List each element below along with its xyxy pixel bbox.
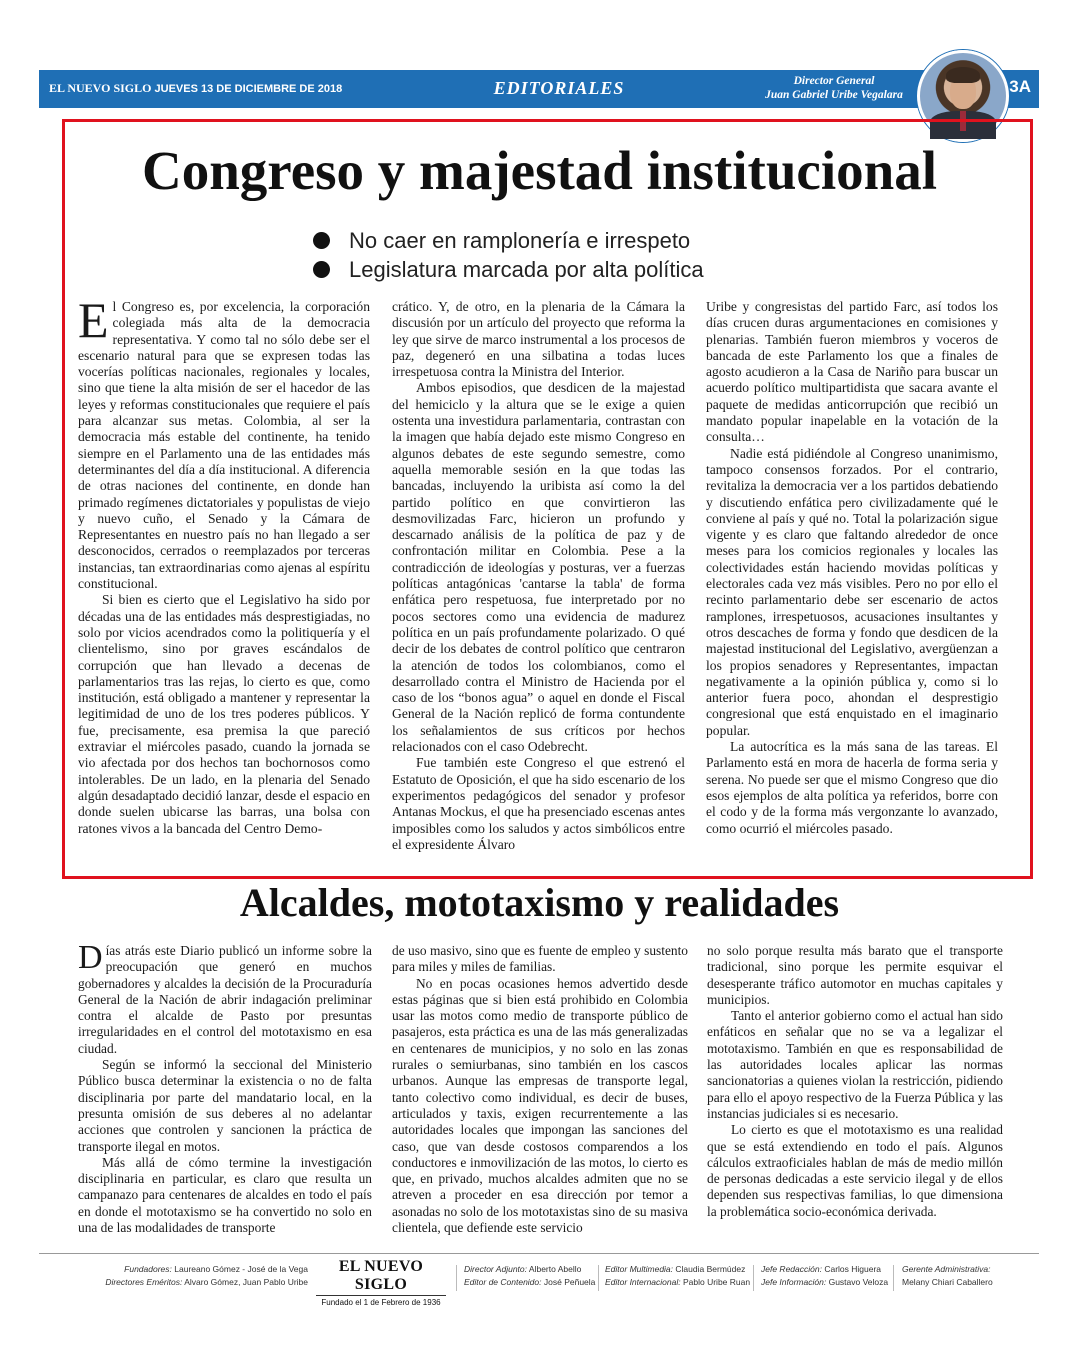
drop-cap: D [78, 939, 103, 976]
informacion-name: Gustavo Veloza [828, 1277, 889, 1287]
editorial-summary [313, 226, 704, 284]
header-bar [39, 70, 1039, 108]
footer-founders [86, 1263, 308, 1289]
footer-divider [39, 1253, 1039, 1254]
redaccion-label: Jefe Redacción: [761, 1264, 822, 1274]
paragraph-text: ías atrás este Diario publicó un informe sobre la preocupación que generó en muchos gobernadores y alcaldes la decisión de la Procuraduría General de la Nación de abrir indagación preliminar contra el alcalde de Pasto por presuntas irregularidades en el control del mototaxismo en esa ciudad. [78, 943, 372, 1056]
informacion-label: Jefe Información: [761, 1277, 827, 1287]
contenido-label: Editor de Contenido: [464, 1277, 542, 1287]
editorial-2-column-1 [78, 939, 372, 1236]
internacional-label: Editor Internacional: [605, 1277, 681, 1287]
director-name: Juan Gabriel Uribe Vegalara [765, 89, 903, 101]
bullet-icon [313, 261, 330, 278]
paper-name: EL NUEVO SIGLO [49, 81, 152, 95]
footer-separator [893, 1265, 894, 1291]
emeritus-label: Directores Eméritos: [105, 1277, 183, 1287]
masthead-date [49, 81, 342, 96]
editorial-2-column-3 [707, 943, 1003, 1220]
multimedia-name: Claudia Bermúdez [675, 1264, 746, 1274]
founders-label: Fundadores: [124, 1264, 172, 1274]
paragraph: Fue también este Congreso el que estrenó el Estatuto de Oposición, el que ha sido escenario de los experimentos pedagógicos del senador y profesor Antanas Mockus, el que ha presenciado escenas antes imposibles como los saludos y actos simbólicos entre el expresidente Álvaro [392, 755, 685, 852]
redaccion-name: Carlos Higuera [824, 1264, 882, 1274]
summary-item [313, 226, 704, 255]
issue-date: JUEVES 13 DE DICIEMBRE DE 2018 [154, 83, 343, 95]
logo-name: EL NUEVO SIGLO [316, 1258, 446, 1296]
adjunto-label: Director Adjunto: [464, 1264, 527, 1274]
section-title: EDITORIALES [493, 78, 625, 98]
paragraph: La autocrítica es la más sana de las tareas. El Parlamento está en mora de hacerla de forma seria y serena. No puede ser que el mismo Congreso que dio esos ejemplos de alta política ya referidos, borre con el codo y de la forma más vergonzante lo avanzado, como ocurrió el miércoles pasado. [706, 739, 998, 836]
bullet-icon [313, 232, 330, 249]
paragraph: no solo porque resulta más barato que el transporte tradicional, sino porque les permite esquivar el desesperante tráfico automotor en muchas capitales y municipios. [707, 943, 1003, 1007]
footer-separator [598, 1265, 599, 1291]
gerente-label: Gerente Administrativa: [902, 1264, 991, 1274]
paragraph [78, 939, 372, 1057]
adjunto-name: Alberto Abello [528, 1264, 582, 1274]
paragraph: Tanto el anterior gobierno como el actual han sido enfáticos en señalar que no se va a legalizar el mototaxismo. También en que es responsabilidad de las autoridades locales aplicar las normas sancionatorias a quienes violan la restricción, pidiendo para ello el apoyo respectivo de la Fuerza Pública y las instancias judiciales si es necesario. [707, 1008, 1003, 1121]
paragraph: Según se informó la seccional del Ministerio Público busca determinar la existencia o no de falta disciplinaria por parte del mandatario local, en la presunta omisión de sus deberes al no adelantar acciones que controlen y sancionen la práctica de transporte ilegal en motos. [78, 1057, 372, 1154]
paragraph: Lo cierto es que el mototaxismo es una realidad que se está extendiendo en todo el país. Algunos cálculos extraoficiales hablan de más de medio millón de personas dedicadas a este servicio ilegal y de ellos dependen sus respectivas familias, lo que dimensiona la problemática socio-económica derivada. [707, 1122, 1003, 1219]
paragraph [78, 292, 370, 592]
footer-separator [456, 1265, 457, 1291]
contenido-name: José Peñuela [543, 1277, 596, 1287]
summary-item [313, 255, 704, 284]
gerente-name: Melany Chiari Caballero [902, 1277, 993, 1287]
portrait-hair [946, 67, 980, 83]
footer-separator [753, 1265, 754, 1291]
paragraph: Si bien es cierto que el Legislativo ha sido por décadas una de las entidades más desprestigiadas, no solo por vicios acendrados como la politiquería y el clientelismo, sino por graves escándalos de corrupción que han llevado a decenas de parlamentarios tras las rejas, lo cierto es que, como institución, está obligado a mantener y representar la legitimidad de uno de los tres poderes públicos. Y fue, precisamente, esa premisa la que pareció extraviar el miércoles pasado, cuando la jornada se vio afectada por dos hechos tan bochornosos como intolerables. De un lado, en la plenaria del Senado algún desadaptado decidió lanzar, desde el espacio en donde suelen ubicarse las barras, una bolsa con ratones vivos a la bancada del Centro Demo- [78, 592, 370, 836]
editorial-2-column-2 [392, 943, 688, 1236]
paragraph: No en pocas ocasiones hemos advertido desde estas páginas que si bien está prohibido en Colombia usar las motos como medio de transporte público de pasajeros, esta práctica es una de las más generalizadas en centenares de municipios, y no solo en las zonas rurales o semiurbanas, sino también en los cascos urbanos. Aunque las empresas de transporte legal, tanto colectivo como individual, es decir de buses, articulados y taxis, exigen recurrentemente a las autoridades locales que impongan las sanciones del caso, que van desde costosos comparendos a los conductores e inmovilización de las motos, lo cierto es que, en privado, muchos alcaldes admiten que no se atreven a proceder en esa dirección por temor a asonadas no solo de los mototaxistas sino de su masiva clientela, que defiende este servicio [392, 975, 688, 1236]
paragraph: de uso masivo, sino que es fuente de empleo y sustento para miles y miles de familias. [392, 943, 688, 975]
editorial-title-2: Alcaldes, mototaxismo y realidades [239, 880, 840, 925]
newspaper-logo [316, 1258, 446, 1307]
paragraph: Ambos episodios, que desdicen de la majestad del hemiciclo y la altura que se le exige a quien ostenta una investidura parlamentaria, contrastan con la imagen que había dejado este mismo Congreso en algunos debates de este segundo semestre, como aquella memorable sesión en la que todas las bancadas, incluyendo la uribista así como la del partido político en que convirtieron las desmovilizadas Farc, hicieron un profundo y descarnado análisis de la política de paz y de confrontación militar en Colombia. Pese a la contradicción de ideologías y posturas, ver a fuerzas políticas antagónicas 'cantarse la tabla' de forma enfática pero respetuosa, fue interpretado por no pocos sectores como una evidencia de madurez política en un país profundamente polarizado. O qué decir de los debates de control político que centraron la atención de todos los colombianos, como el desarrollado contra el Ministro de Hacienda por el caso de los “bonos agua” o aquel en donde el Fiscal General de la Nación replicó de forma contundente los señalamientos de sus críticos por hechos relacionados con el caso Odebrecht. [392, 380, 685, 755]
paragraph-text: l Congreso es, por excelencia, la corporación colegiada más alta de la democracia representativa. Y como tal no sólo debe ser el escenario natural para que se expresen todas las vocerías políticas nacionales, regionales y locales, sino que tiene la alta misión de ser el hacedor de las leyes y reformas constitucionales que requiere el país para alcanzar sus metas. Colombia, al ser la democracia más estable del continente, ha tenido siempre en el Parlamento una de las entidades más determinantes del día a día institucional. A diferencia de otras naciones del continente, en donde han primado regímenes dictatoriales y populistas de viejo y nuevo cuño, el Senado y la Cámara de Representantes en nuestro país no han llegado a ser desconocidos, cerrados o reemplazados por terceras instancias, tan extraordinarias como ajenas al espíritu constitucional. [78, 299, 370, 592]
editorial-title-1: Congreso y majestad institucional [142, 140, 937, 201]
paragraph: Más allá de cómo termine la investigación disciplinaria en particular, es claro que resulta un campanazo para centenares de alcaldes en todo el país en donde el mototaxismo se ha convertido no solo en una de las modalidades de transporte [78, 1154, 372, 1236]
page-number: 3A [1009, 77, 1031, 96]
editorial-1-column-1 [78, 292, 370, 837]
footer-editors-3 [761, 1263, 888, 1289]
editorial-1-column-3 [706, 299, 998, 837]
editorial-1-column-2 [392, 299, 685, 853]
drop-cap: E [78, 292, 109, 348]
summary-text: No caer en ramplonería e irrespeto [349, 228, 691, 253]
internacional-name: Pablo Uribe Ruan [682, 1277, 751, 1287]
emeritus-names: Alvaro Gómez, Juan Pablo Uribe [184, 1277, 308, 1287]
footer-editors-2 [605, 1263, 750, 1289]
founders-names: Laureano Gómez - José de la Vega [174, 1264, 308, 1274]
footer-editors-1 [464, 1263, 595, 1289]
paragraph: Uribe y congresistas del partido Farc, así todos los días crucen duras argumentaciones en comisiones y plenarias. También fueron miembros y voceros de bancada de este Parlamento los que a finales de agosto acudieron a la Casa de Nariño para buscar un acuerdo político multipartidista que sacara avante el paquete de medidas anticorrupción que recibió un mandato popular inapelable en la votación de la consulta… [706, 299, 998, 445]
multimedia-label: Editor Multimedia: [605, 1264, 674, 1274]
paragraph: crático. Y, de otro, en la plenaria de la Cámara la discusión por un artículo del proyecto que reforma la ley que sirve de marco instrumental a los procesos de paz, degeneró en una silbatina a todas luces irrespetuosa contra la Ministra del Interior. [392, 299, 685, 380]
summary-text: Legislatura marcada por alta política [349, 257, 704, 282]
footer-manager [902, 1263, 993, 1289]
paragraph: Nadie está pidiéndole al Congreso unanimismo, tampoco consensos forzados. Por el contrario, revitaliza la democracia ver a los partidos debatiendo y discutiendo enfática pero civilizadamente qué le conviene al país y qué no. Total la polarización sigue vigente y es claro que faltando alrededor de once meses para los comicios regionales y locales las colectividades están haciendo movidas políticas y electorales cada vez más visibles. Pero no por ello el recinto parlamentario debe ser escenario de actos ramplones, irrespetuosos, acusaciones insultantes y otros descaches de forma y fondo que desdicen de la majestad institucional del Legislativo, avergüenzan a los propios senadores y Representantes, impactan negativamente a la opinión pública y, como si lo anterior fuera poco, ahondan el desprestigio congresional que está enquistado en el imaginario popular. [706, 445, 998, 738]
director-title: Director General [793, 75, 875, 87]
founded-date: Fundado el 1 de Febrero de 1936 [321, 1298, 441, 1307]
director-credit [729, 74, 939, 102]
